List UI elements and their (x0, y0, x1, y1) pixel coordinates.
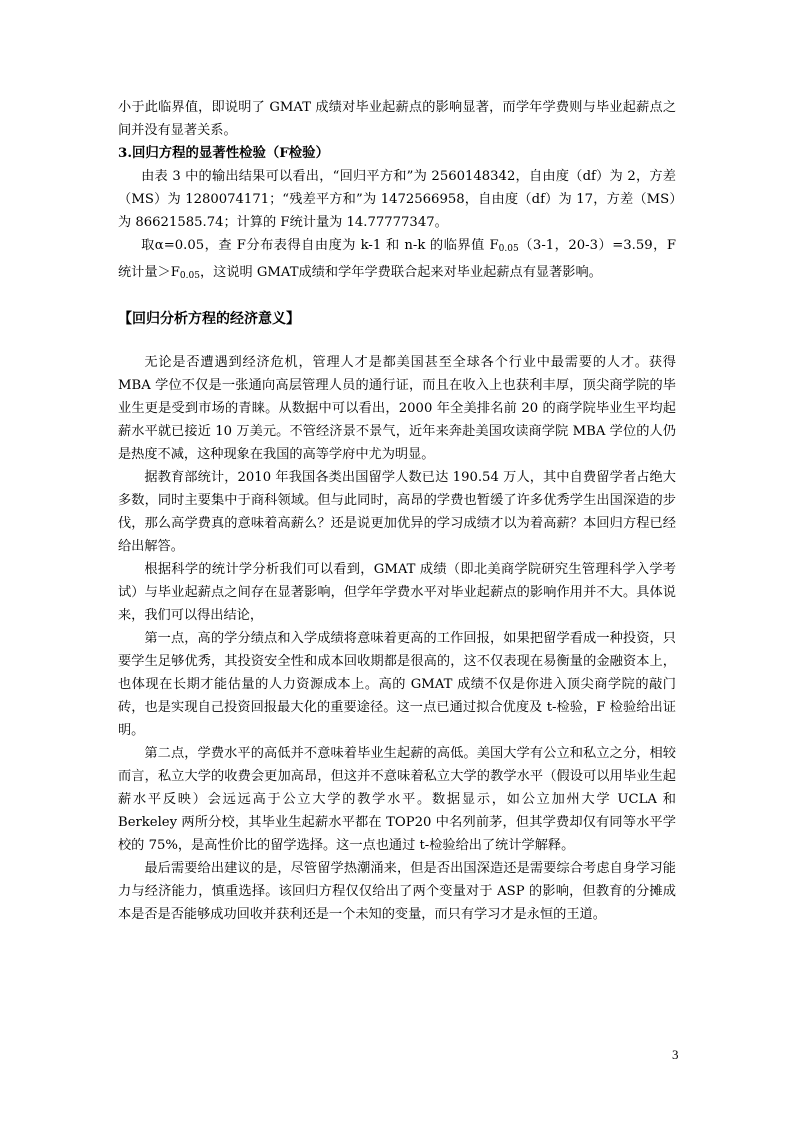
f-subscript-2: 0.05 (179, 271, 200, 281)
f-subscript-1: 0.05 (498, 244, 519, 254)
ftest-paragraph-1: 由表 3 中的输出结果可以看出，“回归平方和”为 2560148342，自由度（df）为 2，方差（MS）为 1280074171；“残差平方和”为 1472566958，自由度（df）为 17，方差（MS）为 86621585.74；计算的 F统计量为 14.77777347。 (118, 169, 676, 230)
document-body (118, 96, 676, 926)
ftest-heading: 3.回归方程的显著性检验（F检验） (118, 145, 329, 161)
ftest-paragraph-2 (118, 234, 676, 288)
ftest-p2-part-a: 取α=0.05，查 F分布表得自由度为 k-1 和 n-k 的临界值 F (141, 238, 499, 253)
section-title: 【回归分析方程的经济意义】 (118, 311, 300, 327)
page-number: 3 (672, 1047, 679, 1062)
ftest-p2-part-b: （3-1，20-3）=3.59，F 统计量＞F (118, 238, 676, 280)
paragraph-4: 第一点，高的学分绩点和入学成绩将意味着更高的工作回报，如果把留学看成一种投资，只要学生足够优秀，其投资安全性和成本回收期都是很高的，这不仅表现在易衡量的金融资本上，也体现在长期才能估量的人力资源成本上。高的 GMAT 成绩不仅是你进入顶尖商学院的敲门砖，也是实现自己投资回报最大化的重要途径。这一点已通过拟合优度及 t-检验，F 检验给出证明。 (118, 631, 676, 738)
paragraph-3: 根据科学的统计学分析我们可以看到，GMAT 成绩（即北美商学院研究生管理科学入学考试）与毕业起薪点之间存在显著影响，但学年学费水平对毕业起薪点的影响作用并不大。具体说来，我们可以得出结论， (118, 562, 676, 623)
paragraph-2: 据教育部统计，2010 年我国各类出国留学人数已达 190.54 万人，其中自费留学者占绝大多数，同时主要集中于商科领域。但与此同时，高昂的学费也暂缓了许多优秀学生出国深造的步伐，那么高学费真的意味着高薪么？还是说更加优异的学习成绩才以为着高薪？本回归方程已经给出解答。 (118, 470, 676, 554)
ftest-p2-part-c: ，这说明 GMAT成绩和学年学费联合起来对毕业起薪点有显著影响。 (199, 265, 602, 280)
paragraph-5: 第二点，学费水平的高低并不意味着毕业生起薪的高低。美国大学有公立和私立之分，相较而言，私立大学的收费会更加高昂，但这并不意味着私立大学的教学水平（假设可以用毕业生起薪水平反映）会远远高于公立大学的教学水平。数据显示，如公立加州大学 UCLA 和 Berkeley 两所分校，其毕业生起薪水平都在 TOP20 中名列前茅，但其学费却仅有同等水平学校的 75%，是高性价比的留学选择。这一点也通过 t-检验给出了统计学解释。 (118, 746, 676, 853)
paragraph-1: 无论是否遭遇到经济危机，管理人才是都美国甚至全球各个行业中最需要的人才。获得 MBA 学位不仅是一张通向高层管理人员的通行证，而且在收入上也获利丰厚，顶尖商学院的毕业生更是受到市场的青睐。从数据中可以看出，2000 年全美排名前 20 的商学院毕业生平均起薪水平就已接近 10 万美元。不管经济景不景气，近年来奔赴美国攻读商学院 MBA 学位的人仍是热度不减，这种现象在我国的高等学府中尤为明显。 (118, 355, 676, 462)
paragraph-6: 最后需要给出建议的是，尽管留学热潮涌来，但是否出国深造还是需要综合考虑自身学习能力与经济能力，慎重选择。该回归方程仅仅给出了两个变量对于 ASP 的影响，但教育的分摊成本是否是否能够成功回收并获利还是一个未知的变量，而只有学习才是永恒的王道。 (118, 861, 676, 922)
intro-paragraph: 小于此临界值，即说明了 GMAT 成绩对毕业起薪点的影响显著，而学年学费则与毕业起薪点之间并没有显著关系。 (118, 100, 676, 138)
